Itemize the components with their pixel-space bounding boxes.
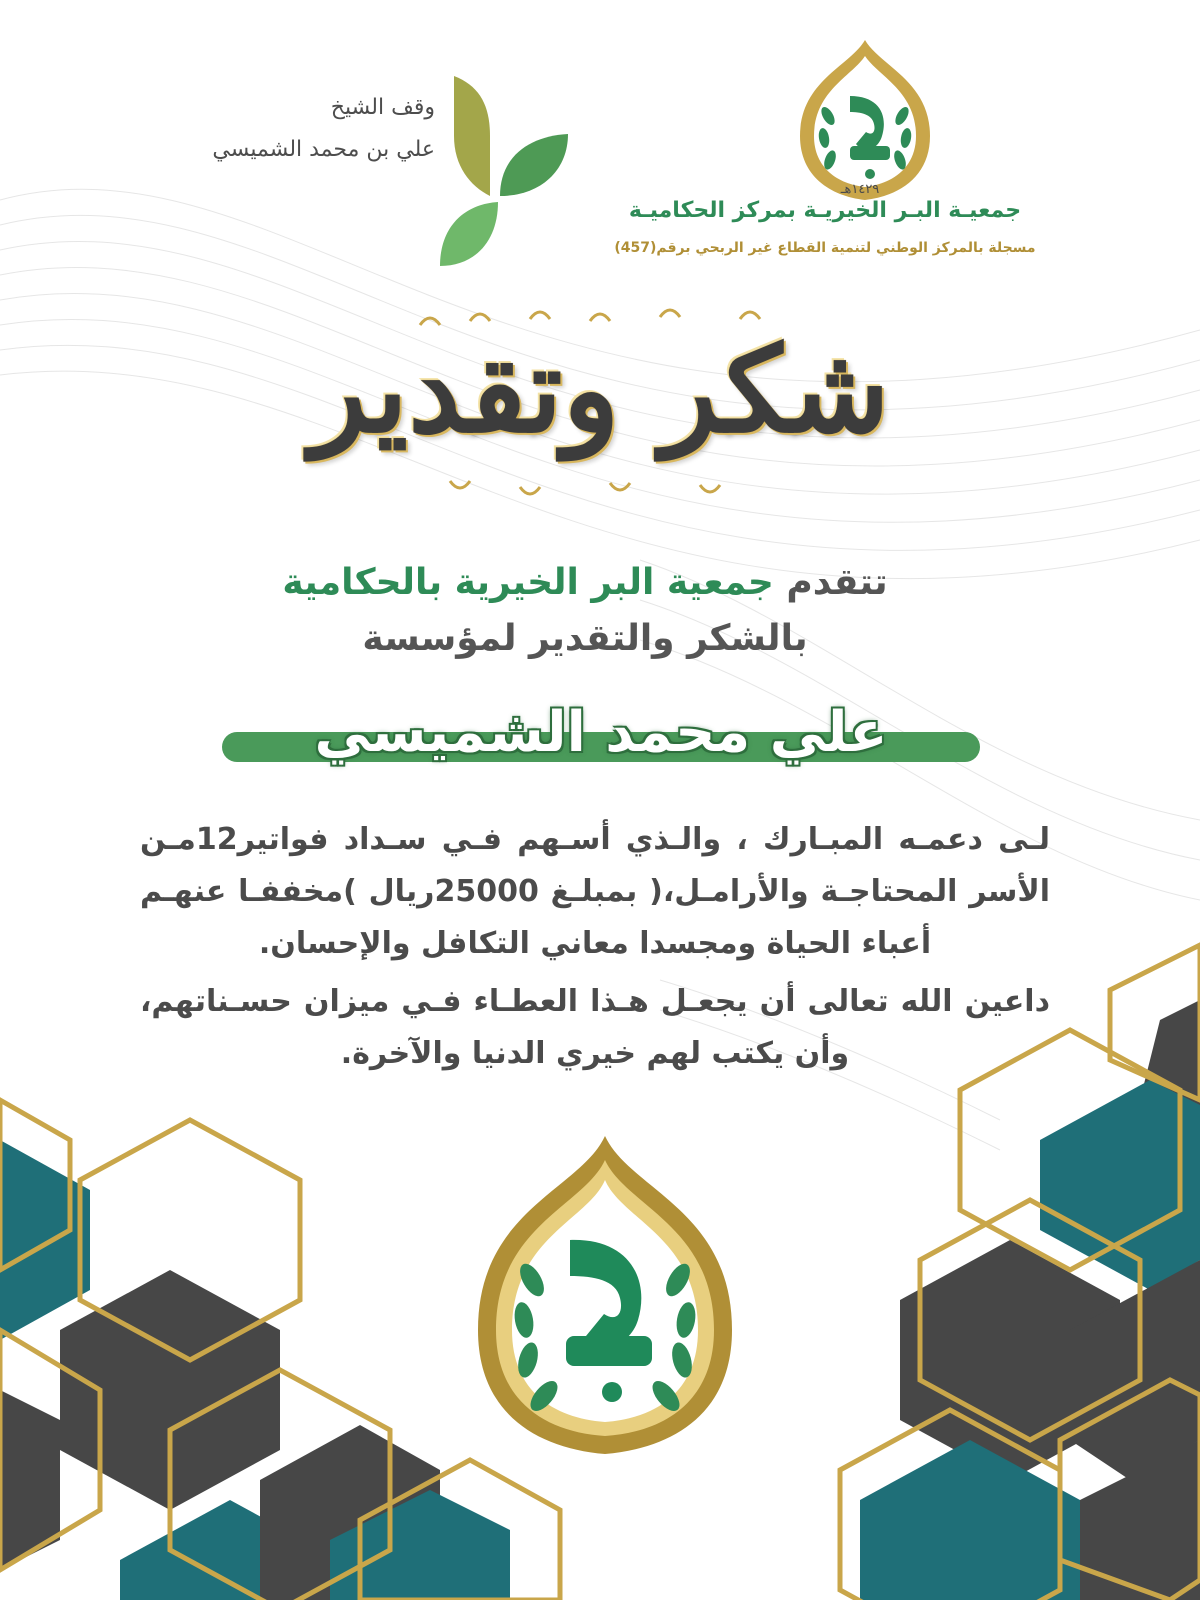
body-line-3: أعباء الحياة ومجسدا معاني التكافل والإحسان. bbox=[258, 926, 932, 961]
association-registration: مسجلة بالمركز الوطني لتنمية القطاع غير الربحي برقم(457) bbox=[614, 240, 1036, 256]
intro-line-1 bbox=[220, 562, 950, 603]
body-line-2: الأسر المحتاجـة والأرامـل،( بمبلـغ 25000ريال )مخففـا عنهـم bbox=[140, 874, 1050, 909]
body-line-1: لـى دعمـه المبـارك ، والـذي أسـهم فـي سـداد فواتير12مـن bbox=[140, 822, 1050, 857]
waqf-leaf-logo bbox=[440, 76, 570, 271]
intro-association: جمعية البر الخيرية بالحكامية bbox=[282, 562, 774, 603]
association-name: جمعيـة البـر الخيريـة بمركز الحكاميـة bbox=[628, 198, 1022, 223]
recipient-name: علي محمد الشميسي bbox=[314, 700, 888, 765]
intro-prefix: تتقدم bbox=[773, 562, 888, 603]
waqf-title: وقف الشيخ bbox=[330, 95, 435, 120]
waqf-owner-name: علي بن محمد الشميسي bbox=[212, 137, 435, 162]
body-line-4: داعين الله تعالى أن يجعـل هـذا العطـاء فـي ميزان حسـناتهم، bbox=[140, 984, 1050, 1019]
association-emblem bbox=[790, 36, 940, 206]
association-emblem-large bbox=[470, 1130, 740, 1460]
certificate-title: شكر وتقدير bbox=[310, 320, 890, 459]
intro-line-2: بالشكر والتقدير لمؤسسة bbox=[362, 618, 808, 659]
body-line-5: وأن يكتب لهم خيري الدنيا والآخرة. bbox=[340, 1036, 850, 1071]
association-year: ١٤٢٩هـ bbox=[840, 182, 880, 197]
